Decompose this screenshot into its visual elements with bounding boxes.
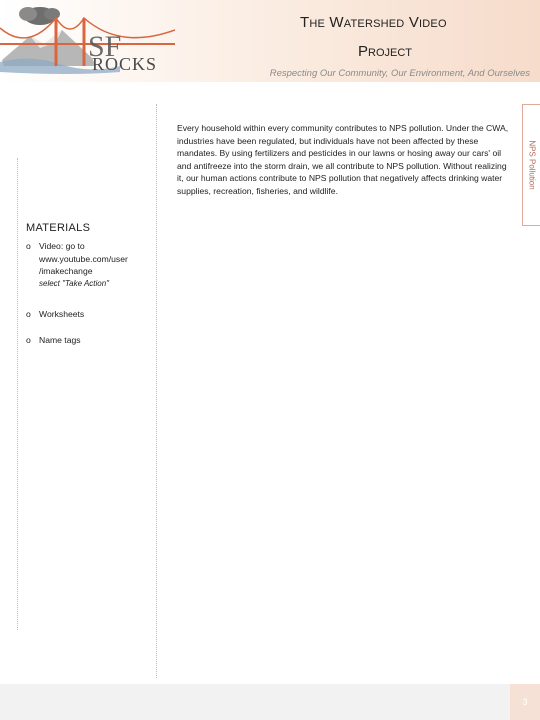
- material-text: Worksheets: [39, 309, 85, 320]
- bullet-icon: o: [26, 309, 31, 320]
- svg-text:ROCKS: ROCKS: [92, 54, 158, 74]
- bullet-icon: o: [26, 241, 31, 251]
- section-tab: [522, 104, 540, 226]
- guide-line-middle: [156, 104, 157, 678]
- guide-line-left: [17, 158, 18, 630]
- section-tab-label: NPS Pollution: [527, 140, 537, 190]
- list-item: [26, 308, 154, 321]
- list-item: [26, 334, 154, 347]
- sf-rocks-logo: [0, 0, 175, 82]
- materials-heading: MATERIALS: [26, 222, 91, 234]
- material-text: Name tags: [39, 334, 81, 345]
- page-footer: [0, 684, 540, 720]
- intro-paragraph: Every household within every community contributes to NPS pollution. Under the CWA, industries have been regulated, but individuals have not been affected by these mandates. By using fertilizers and pesticides in our lawns or hosing away our cars' oil and antifreeze into the storm drain, we all contribute to NPS pollution. Without realizing it, our human actions contribute to NPS pollution that negatively affects drinking water supplies, recreation, fisheries, and wildlife.: [177, 123, 509, 196]
- tagline: Respecting Our Community, Our Environment, And Ourselves: [269, 68, 530, 79]
- svg-text:SF: SF: [88, 30, 122, 63]
- page-number: 3: [510, 684, 540, 720]
- materials-list: [26, 240, 154, 347]
- material-text: Video: go to www.youtube.com/user /imakechange: [39, 241, 128, 277]
- page-header: [0, 0, 540, 82]
- list-item: [26, 240, 154, 290]
- material-note: select "Take Action": [39, 278, 110, 288]
- page-title-line1: The Watershed Video: [300, 14, 447, 31]
- page-title-line2: Project: [358, 43, 413, 60]
- bullet-icon: o: [26, 334, 31, 345]
